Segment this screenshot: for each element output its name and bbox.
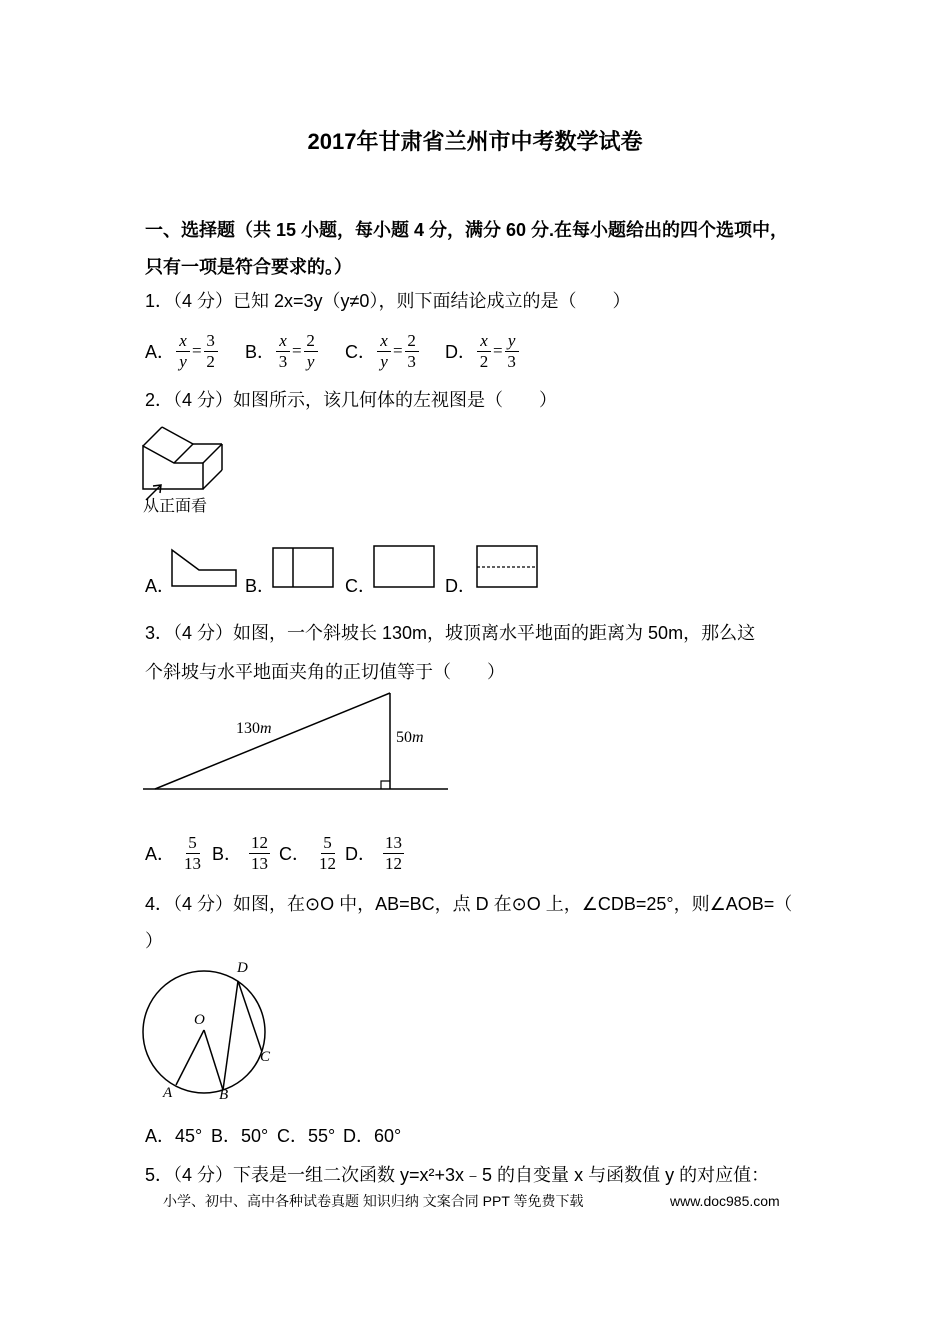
solid-edge xyxy=(162,427,193,444)
point-d-label: D xyxy=(237,960,248,976)
point-c-label: C xyxy=(260,1049,271,1065)
option-label: A． xyxy=(145,342,176,362)
q4-option-a: A．45° xyxy=(145,1126,203,1146)
denominator: 13 xyxy=(251,853,269,873)
option-label: D． xyxy=(445,342,476,362)
equals-sign: = xyxy=(292,341,302,360)
denominator: 13 xyxy=(184,853,202,873)
q2-option-d-view xyxy=(475,544,539,589)
q2-stem: 2．（4 分）如图所示，该几何体的左视图是（ ） xyxy=(145,390,558,410)
denominator: 2 xyxy=(206,351,215,371)
page-title: 2017年甘肃省兰州市中考数学试卷 xyxy=(307,129,643,154)
q3-stem-line1: 3．（4 分）如图，一个斜坡长 130m，坡顶离水平地面的距离为 50m，那么这 xyxy=(145,623,756,643)
q2-option-c-label: C． xyxy=(345,576,376,596)
numerator: 2 xyxy=(405,332,419,352)
footer-url: www.doc985.com xyxy=(670,1193,780,1209)
option-label: B． xyxy=(245,342,276,362)
numerator: x xyxy=(276,332,290,352)
point-b-label: B xyxy=(219,1087,229,1103)
point-a-label: A xyxy=(163,1085,173,1101)
solid-edge xyxy=(203,470,222,489)
denominator: 12 xyxy=(385,853,402,873)
numerator: 13 xyxy=(385,832,402,852)
section-heading-line1: 一、选择题（共 15 小题，每小题 4 分，满分 60 分.在每小题给出的四个选项中， xyxy=(145,220,789,240)
slope-length-value: 130 xyxy=(236,720,260,737)
q2-option-c-view xyxy=(372,544,436,589)
q2-option-b-view xyxy=(271,546,335,589)
solid-edge xyxy=(143,427,162,446)
slope-length-label xyxy=(236,719,272,739)
fraction xyxy=(304,332,318,371)
height-label xyxy=(396,728,424,748)
numerator: x xyxy=(176,332,190,352)
denominator: 3 xyxy=(278,351,288,371)
height-value: 50 xyxy=(396,729,412,746)
option-label: D． xyxy=(345,844,376,864)
view-outline xyxy=(374,546,434,587)
fraction xyxy=(249,834,270,873)
numerator: y xyxy=(505,332,519,352)
numerator: 5 xyxy=(186,834,200,854)
solid-edge xyxy=(203,444,222,463)
denominator: y xyxy=(380,351,388,371)
option-label: C． xyxy=(345,342,376,362)
q3-option-d xyxy=(345,832,405,874)
numerator: 5 xyxy=(321,834,335,854)
q2-option-d-label: D． xyxy=(445,576,476,596)
q4-stem-line2: ） xyxy=(145,931,163,951)
section-heading-line2: 只有一项是符合要求的。） xyxy=(145,257,352,277)
q1-stem: 1．（4 分）已知 2x=3y（y≠0），则下面结论成立的是（ ） xyxy=(145,291,631,311)
q4-option-c: C．55° xyxy=(277,1126,336,1146)
solid-edge xyxy=(174,444,193,463)
q1-option-b xyxy=(245,330,319,372)
q5-stem: 5．（4 分）下表是一组二次函数 y=x²+3x﹣5 的自变量 x 与函数值 y 的对应值： xyxy=(145,1165,770,1185)
numerator: 2 xyxy=(304,332,318,352)
fraction xyxy=(377,332,391,371)
denominator: 3 xyxy=(507,351,516,371)
q2-option-b-label: B． xyxy=(245,576,276,596)
solid-front-face xyxy=(143,446,203,489)
option-label: B． xyxy=(212,844,243,864)
fraction xyxy=(182,834,203,873)
denominator: 12 xyxy=(319,853,336,873)
numerator: 3 xyxy=(204,332,218,352)
q4-circle-figure xyxy=(138,958,278,1104)
slope-line xyxy=(155,693,390,789)
denominator: y xyxy=(179,351,187,371)
denominator: 3 xyxy=(407,351,416,371)
segment-db xyxy=(223,981,238,1090)
option-label: A． xyxy=(145,844,176,864)
point-o-label: O xyxy=(194,1012,205,1028)
numerator: x xyxy=(477,332,491,352)
fraction xyxy=(317,834,338,873)
equals-sign: = xyxy=(192,341,202,360)
denominator: y xyxy=(306,351,315,371)
slope-length-unit: m xyxy=(260,720,272,737)
denominator: 2 xyxy=(479,351,489,371)
q3-option-c xyxy=(279,832,339,874)
fraction xyxy=(405,332,419,371)
numerator: x xyxy=(377,332,391,352)
q1-option-a xyxy=(145,330,219,372)
q3-option-b xyxy=(212,832,271,874)
fraction xyxy=(176,332,190,371)
q1-option-c xyxy=(345,330,420,372)
q2-option-a-label: A． xyxy=(145,576,176,596)
q4-stem-line1: 4．（4 分）如图，在⊙O 中，AB=BC，点 D 在⊙O 上，∠CDB=25°，则∠AOB=（ xyxy=(145,894,793,914)
fraction xyxy=(204,332,218,371)
fraction xyxy=(383,834,404,873)
q4-option-b: B．50° xyxy=(211,1126,269,1146)
segment-ob xyxy=(204,1030,223,1090)
q4-option-d: D．60° xyxy=(343,1126,402,1146)
equals-sign: = xyxy=(493,341,503,360)
option-label: C． xyxy=(279,844,310,864)
q2-option-a-view xyxy=(170,548,238,588)
footer-text: 小学、初中、高中各种试卷真题 知识归纳 文案合同 PPT 等免费下载 xyxy=(163,1193,584,1209)
height-unit: m xyxy=(412,729,424,746)
q2-figure-caption: 从正面看 xyxy=(143,498,208,515)
segment-oa xyxy=(176,1030,204,1085)
fraction xyxy=(276,332,290,371)
q2-solid-figure xyxy=(138,420,230,506)
equals-sign: = xyxy=(393,341,403,360)
q3-stem-line2: 个斜坡与水平地面夹角的正切值等于（ ） xyxy=(145,662,505,682)
q1-option-d xyxy=(445,330,520,372)
fraction xyxy=(505,332,519,371)
numerator: 12 xyxy=(251,832,269,852)
view-outline xyxy=(172,550,236,586)
fraction xyxy=(477,332,491,371)
right-angle-mark xyxy=(381,781,390,789)
view-outline xyxy=(273,548,333,587)
q3-option-a xyxy=(145,832,204,874)
